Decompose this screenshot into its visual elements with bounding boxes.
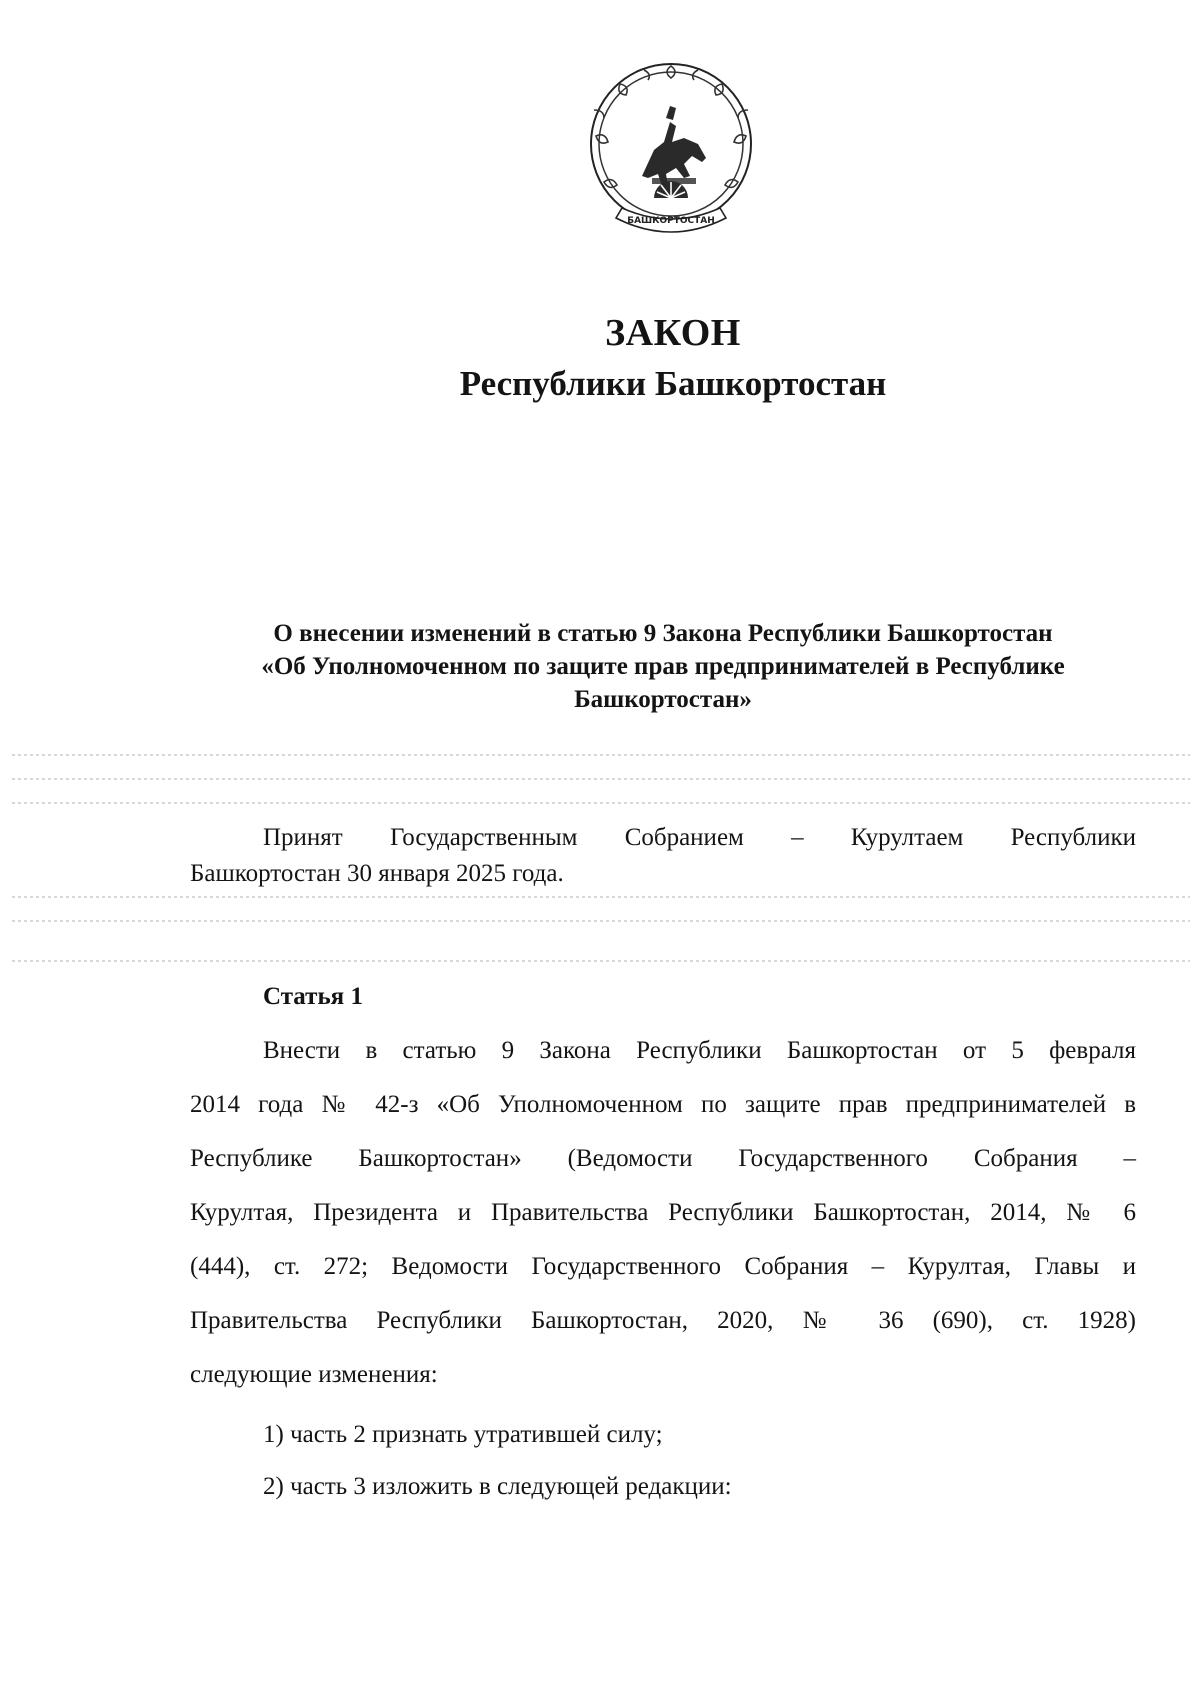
- coat-of-arms-emblem: [582, 58, 760, 242]
- scan-artifact-line: [12, 960, 1190, 962]
- adoption-note: [190, 820, 1136, 892]
- article-line: Республике Башкортостан» (Ведомости Государственного Собрания –: [190, 1145, 1136, 1172]
- law-heading-line: «Об Уполномоченном по защите прав предпринимателей в Республике: [261, 653, 1065, 680]
- scan-artifact-line: [12, 754, 1190, 756]
- article-body: [190, 1024, 1136, 1402]
- law-heading: [190, 617, 1136, 716]
- list-item: 1) часть 2 признать утратившей силу;: [263, 1421, 663, 1448]
- article-line: (444), ст. 272; Ведомости Государственного Собрания – Курултая, Главы и: [190, 1253, 1136, 1280]
- scan-artifact-line: [12, 778, 1190, 780]
- article-line: следующие изменения:: [190, 1361, 438, 1388]
- document-subtitle: Республики Башкортостан: [459, 364, 887, 403]
- article-line: Курултая, Президента и Правительства Республики Башкортостан, 2014, № 6: [190, 1199, 1136, 1226]
- scan-artifact-line: [12, 920, 1190, 922]
- svg-text:БАШКОРТОСТАН: БАШКОРТОСТАН: [627, 216, 715, 226]
- article-line: Правительства Республики Башкортостан, 2020, № 36 (690), ст. 1928): [190, 1307, 1136, 1334]
- article-line: 2014 года № 42-з «Об Уполномоченном по защите прав предпринимателей в: [190, 1091, 1136, 1118]
- adoption-note-line: Башкортостан 30 января 2025 года.: [190, 860, 564, 887]
- document-title: ЗАКОН: [605, 312, 741, 354]
- scan-artifact-line: [12, 802, 1190, 804]
- article-heading: Статья 1: [263, 983, 363, 1010]
- law-heading-line: Башкортостан»: [574, 686, 752, 713]
- scan-artifact-line: [12, 896, 1190, 898]
- list-item: 2) часть 3 изложить в следующей редакции:: [263, 1473, 732, 1500]
- article-line: Внести в статью 9 Закона Республики Башкортостан от 5 февраля: [263, 1037, 1136, 1064]
- law-heading-line: О внесении изменений в статью 9 Закона Республики Башкортостан: [273, 620, 1053, 647]
- adoption-note-line: Принят Государственным Собранием – Курултаем Республики: [263, 824, 1136, 851]
